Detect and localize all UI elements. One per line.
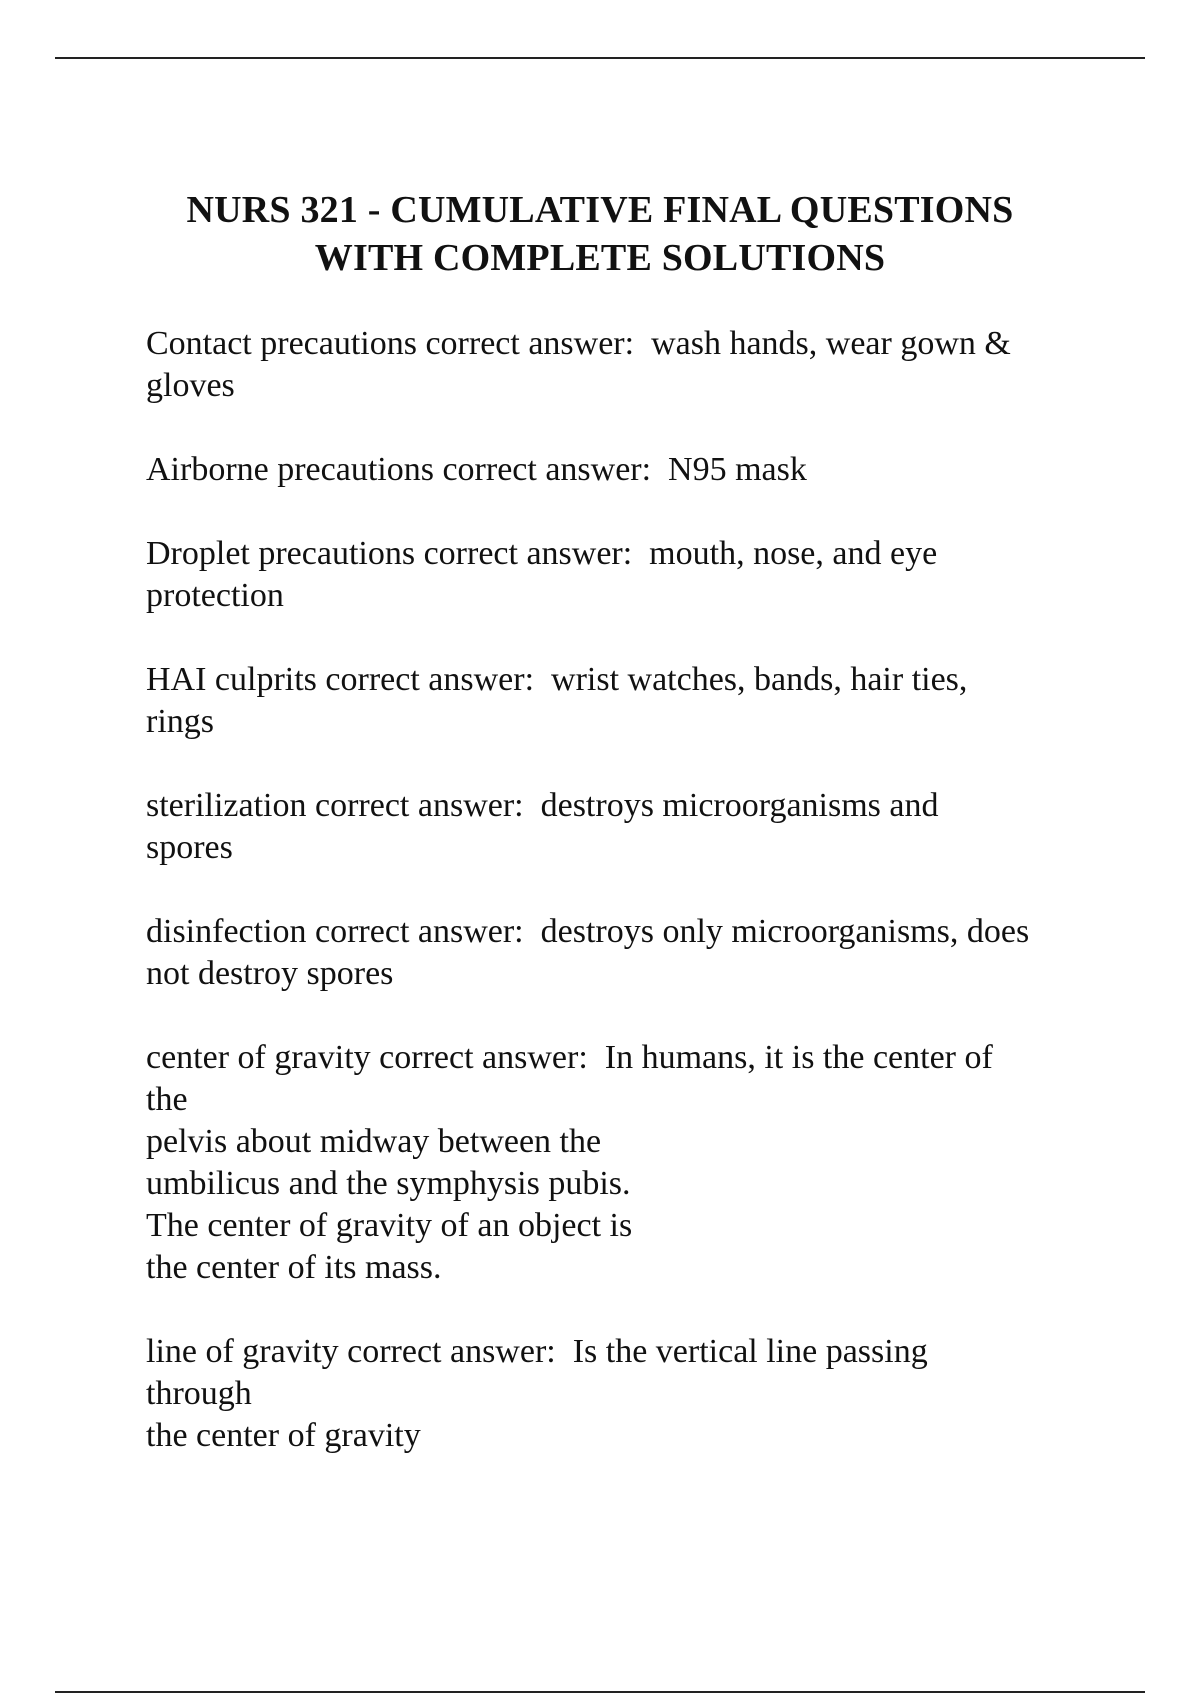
entry-line: line of gravity correct answer: Is the vertical line passing bbox=[146, 1333, 928, 1370]
entry-line: center of gravity correct answer: In humans, it is the center of bbox=[146, 1039, 993, 1076]
title-line: NURS 321 - CUMULATIVE FINAL QUESTIONS bbox=[186, 189, 1014, 231]
qa-entry-line-of-gravity bbox=[146, 1331, 1106, 1457]
entry-line: umbilicus and the symphysis pubis. bbox=[146, 1165, 631, 1202]
entry-line: the center of gravity bbox=[146, 1417, 421, 1454]
entry-line: protection bbox=[146, 577, 284, 614]
qa-entry-contact-precautions bbox=[146, 323, 1106, 407]
qa-entry-center-of-gravity bbox=[146, 1037, 1106, 1289]
qa-entry-droplet-precautions bbox=[146, 533, 1106, 617]
qa-list bbox=[146, 323, 1106, 1499]
entry-line: rings bbox=[146, 703, 214, 740]
qa-entry-hai-culprits bbox=[146, 659, 1106, 743]
top-divider bbox=[55, 57, 1145, 59]
entry-line: disinfection correct answer: destroys only microorganisms, does bbox=[146, 913, 1030, 950]
entry-line: not destroy spores bbox=[146, 955, 394, 992]
entry-line: the bbox=[146, 1081, 188, 1118]
title-line: WITH COMPLETE SOLUTIONS bbox=[314, 237, 886, 279]
qa-entry-airborne-precautions bbox=[146, 449, 1106, 491]
qa-entry-disinfection bbox=[146, 911, 1106, 995]
entry-line: pelvis about midway between the bbox=[146, 1123, 602, 1160]
entry-line: sterilization correct answer: destroys microorganisms and bbox=[146, 787, 939, 824]
entry-line: Contact precautions correct answer: wash hands, wear gown & bbox=[146, 325, 1011, 362]
bottom-divider bbox=[55, 1691, 1145, 1693]
entry-line: the center of its mass. bbox=[146, 1249, 442, 1286]
entry-line: HAI culprits correct answer: wrist watches, bands, hair ties, bbox=[146, 661, 968, 698]
page-title bbox=[100, 186, 1100, 282]
entry-line: through bbox=[146, 1375, 252, 1412]
entry-line: spores bbox=[146, 829, 233, 866]
entry-line: Droplet precautions correct answer: mouth, nose, and eye bbox=[146, 535, 938, 572]
entry-line: Airborne precautions correct answer: N95 mask bbox=[146, 451, 807, 488]
qa-entry-sterilization bbox=[146, 785, 1106, 869]
entry-line: gloves bbox=[146, 367, 235, 404]
entry-line: The center of gravity of an object is bbox=[146, 1207, 633, 1244]
